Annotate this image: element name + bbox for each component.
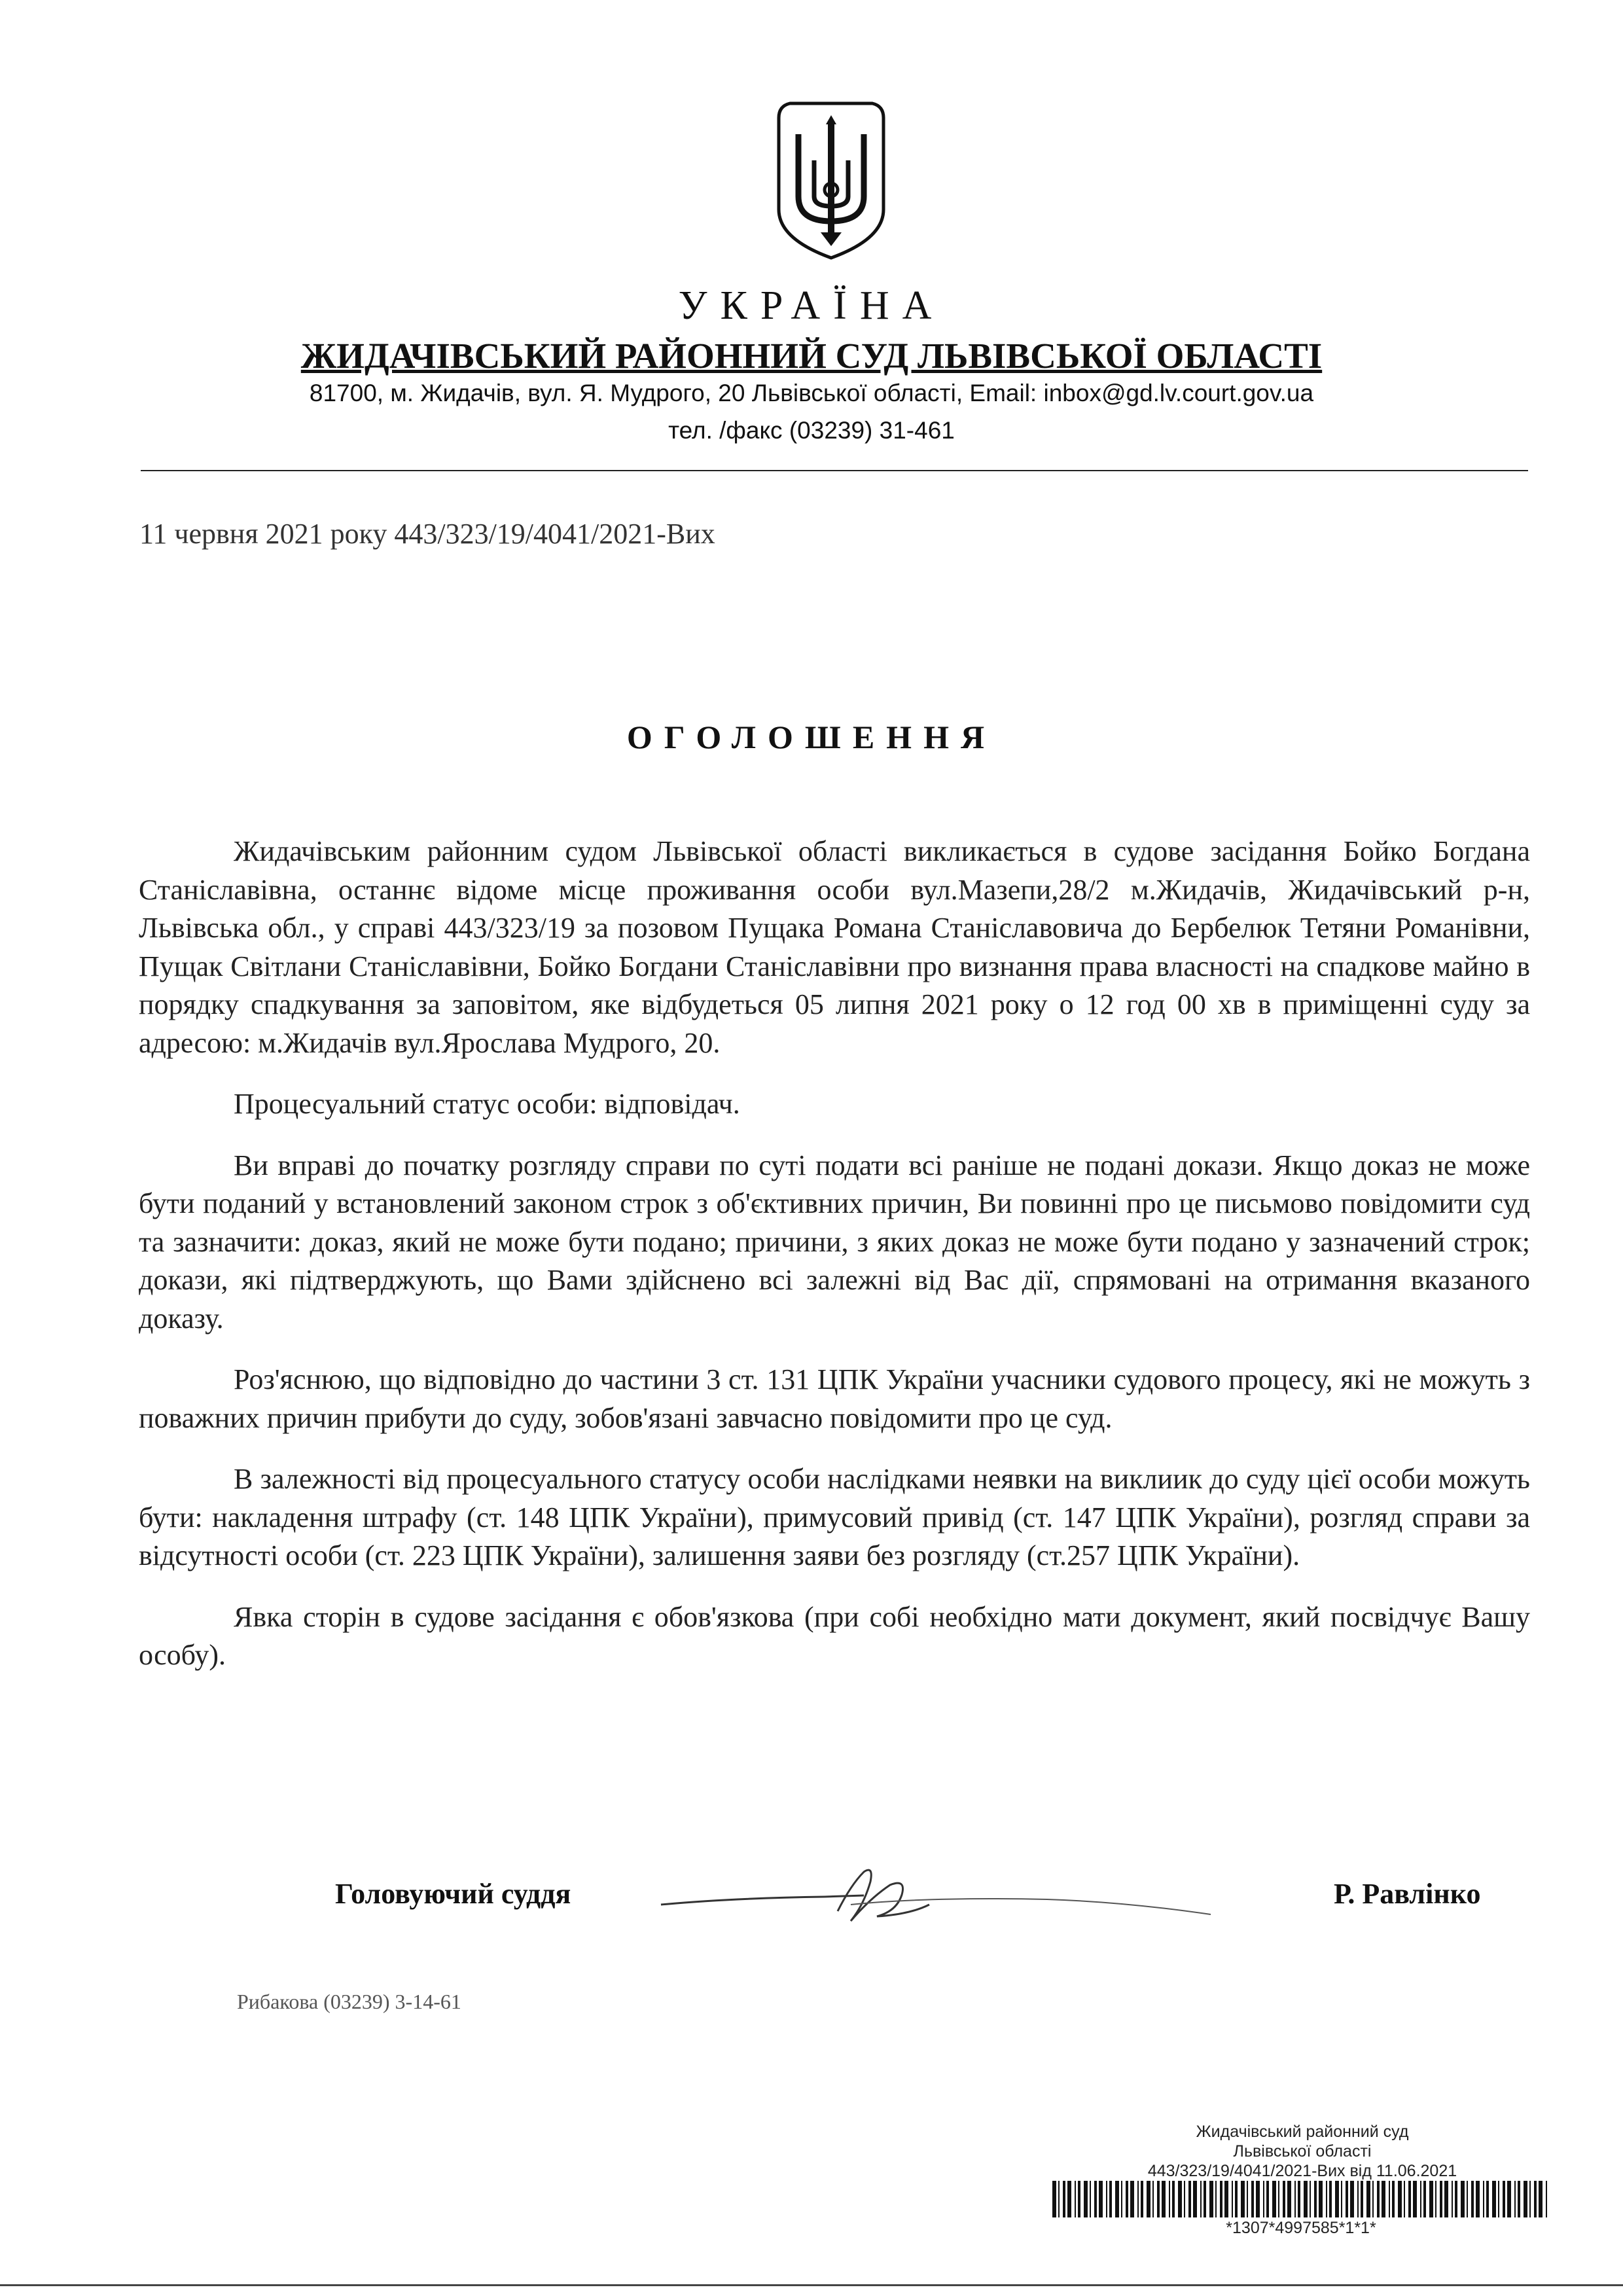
signer-position: Головуючий суддя — [335, 1878, 571, 1910]
barcode-bar — [1209, 2181, 1213, 2217]
barcode-bar — [1251, 2181, 1254, 2217]
barcode-bar — [1294, 2181, 1296, 2217]
barcode-bar — [1319, 2181, 1323, 2217]
paragraph: В залежності від процесуального статусу особи наслідками неявки на виклиик до суду цієї особи можуть бути: накладення штрафу (ст. 148 ЦПК України), примусовий привід (ст. 147 ЦПК України), розгляд справи за відсутності особи (ст. 223 ЦПК України), залишення заяви без розгляду (ст.257 ЦПК України). — [139, 1463, 1530, 1571]
barcode-bar — [1256, 2181, 1260, 2217]
handwritten-signature — [654, 1859, 1217, 1937]
barcode-bar — [1440, 2181, 1442, 2217]
barcode-bar — [1476, 2181, 1480, 2217]
barcode-bar — [1329, 2181, 1332, 2217]
barcode-bar — [1483, 2181, 1484, 2217]
barcode-bar — [1341, 2181, 1342, 2217]
barcode-bar — [1193, 2181, 1197, 2217]
barcode-bar — [1435, 2181, 1436, 2217]
barcode-bar — [1498, 2181, 1499, 2217]
court-phone: тел. /факс (03239) 31-461 — [668, 417, 955, 444]
barcode-bar — [1263, 2181, 1264, 2217]
paragraph: Жидачівським районним судом Львівської області викликається в судове засідання Бойко Богдана Станіславівна, останнє відоме місце проживання особи вул.Мазепи,28/2 м.Жидачів, Жидачівський р-н, Львівська обл., у справі 443/323/19 за позовом Пущака Романа Станіславовича до Бербелюк Тетяни Романівни, Пущак Світлани Станіславівни, Бойко Богдани Станіславівни про визнання права власності на спадкове майно в порядку спадкування за заповітом, яке відбудеться 05 липня 2021 року о 12 год 00 хв в приміщенні суду за адресою: м.Жидачів вул.Ярослава Мудрого, 20. — [139, 835, 1530, 1059]
barcode-bar — [1172, 2181, 1175, 2217]
barcode-number: *1307*4997585*1*1* — [1226, 2219, 1376, 2237]
stamp-line: Жидачівський районний суд — [1196, 2123, 1409, 2141]
barcode-bar — [1326, 2181, 1327, 2217]
barcode-bar — [1178, 2181, 1182, 2217]
barcode-bar — [1278, 2181, 1279, 2217]
barcode-bar — [1350, 2181, 1354, 2217]
barcode-bar — [1298, 2181, 1300, 2217]
barcode-bar — [1235, 2181, 1238, 2217]
barcode-bar — [1361, 2181, 1363, 2217]
barcode-bar — [1052, 2181, 1056, 2217]
barcode-bar — [1486, 2181, 1489, 2217]
court-address: 81700, м. Жидачів, вул. Я. Мудрого, 20 Львівської області, Email: inbox@gd.lv.court.gov.ua — [309, 380, 1314, 406]
document-body — [139, 833, 1530, 1698]
signer-name: Р. Равлінко — [1334, 1878, 1481, 1910]
barcode-bar — [1141, 2181, 1143, 2217]
stamp-line: Львівської області — [1233, 2142, 1372, 2161]
barcode — [1052, 2181, 1550, 2217]
barcode-bar — [1518, 2181, 1520, 2217]
barcode-bar — [1272, 2181, 1276, 2217]
barcode-bar — [1372, 2181, 1374, 2217]
barcode-bar — [1471, 2181, 1474, 2217]
country-heading: УКРАЇНА — [678, 283, 945, 328]
barcode-bar — [1106, 2181, 1107, 2217]
barcode-bar — [1204, 2181, 1206, 2217]
barcode-bar — [1152, 2181, 1154, 2217]
registration-stamp — [1106, 2122, 1499, 2181]
barcode-bar — [1452, 2181, 1453, 2217]
barcode-bar — [1215, 2181, 1217, 2217]
barcode-bar — [1546, 2181, 1547, 2217]
barcode-bar — [1389, 2181, 1390, 2217]
paragraph: Роз'яснюю, що відповідно до частини 3 ст. 131 ЦПК України учасники судового процесу, які не можуть з поважних причин прибути до суду, зобов'язані завчасно повідомити про це суд. — [139, 1363, 1530, 1434]
barcode-bar — [1287, 2181, 1291, 2217]
trident-coat-of-arms-icon — [774, 98, 889, 262]
barcode-bar — [1357, 2181, 1359, 2217]
barcode-bar — [1503, 2181, 1505, 2217]
barcode-bar — [1169, 2181, 1170, 2217]
paragraph: Явка сторін в судове засідання є обов'язкова (при собі необхідно мати документ, який посвідчує Вашу особу). — [139, 1600, 1530, 1671]
court-name: ЖИДАЧІВСЬКИЙ РАЙОННИЙ СУД ЛЬВІВСЬКОЇ ОБЛАСТІ — [300, 336, 1323, 376]
barcode-bar — [1461, 2181, 1465, 2217]
barcode-bar — [1524, 2181, 1527, 2217]
paragraph: Ви вправі до початку розгляду справи по суті подати всі раніше не подані докази. Якщо доказ не може бути поданий у встановлений законом строк з об'єктивних причин, Ви повинні про це письмово повідомити суд та зазначити: доказ, який не може бути подано; причини, з яких доказ не може бути подано у зазначений строк; докази, які підтверджують, що Вами здійснено всі залежні від Вас дії, спрямовані на отримання вказаного доказу. — [139, 1149, 1530, 1335]
outgoing-number: 11 червня 2021 року 443/323/19/4041/2021-Вих — [139, 518, 715, 550]
barcode-bar — [1058, 2181, 1060, 2217]
barcode-bar — [1382, 2181, 1385, 2217]
page-bottom-edge — [0, 2284, 1623, 2286]
barcode-bar — [1200, 2181, 1202, 2217]
barcode-bar — [1346, 2181, 1348, 2217]
barcode-bar — [1304, 2181, 1308, 2217]
barcode-bar — [1310, 2181, 1311, 2217]
barcode-bar — [1534, 2181, 1537, 2217]
barcode-bar — [1420, 2181, 1421, 2217]
barcode-bar — [1507, 2181, 1511, 2217]
barcode-bar — [1063, 2181, 1065, 2217]
barcode-bar — [1220, 2181, 1222, 2217]
barcode-bar — [1188, 2181, 1191, 2217]
barcode-bar — [1232, 2181, 1233, 2217]
barcode-bar — [1455, 2181, 1457, 2217]
barcode-bar — [1090, 2181, 1091, 2217]
barcode-bar — [1241, 2181, 1245, 2217]
barcode-bar — [1398, 2181, 1402, 2217]
paragraph: Процесуальний статус особи: відповідач. — [234, 1088, 740, 1120]
barcode-bar — [1224, 2181, 1228, 2217]
barcode-bar — [1423, 2181, 1426, 2217]
barcode-bar — [1099, 2181, 1103, 2217]
barcode-bar — [1130, 2181, 1134, 2217]
document-title: ОГОЛОШЕННЯ — [626, 719, 997, 755]
barcode-bar — [1109, 2181, 1112, 2217]
barcode-bar — [1377, 2181, 1380, 2217]
barcode-bar — [1283, 2181, 1285, 2217]
barcode-bar — [1444, 2181, 1448, 2217]
barcode-bar — [1467, 2181, 1468, 2217]
barcode-bar — [1115, 2181, 1119, 2217]
barcode-bar — [1404, 2181, 1405, 2217]
barcode-bar — [1413, 2181, 1417, 2217]
barcode-bar — [1078, 2181, 1080, 2217]
barcode-bar — [1266, 2181, 1269, 2217]
barcode-bar — [1335, 2181, 1339, 2217]
barcode-bar — [1137, 2181, 1139, 2217]
executor-contact: Рибакова (03239) 3-14-61 — [237, 1990, 461, 2013]
stamp-line: 443/323/19/4041/2021-Вих від 11.06.2021 — [1147, 2162, 1457, 2180]
barcode-bar — [1314, 2181, 1317, 2217]
barcode-bar — [1529, 2181, 1531, 2217]
barcode-bar — [1075, 2181, 1076, 2217]
barcode-bar — [1247, 2181, 1248, 2217]
barcode-bar — [1094, 2181, 1097, 2217]
barcode-bar — [1392, 2181, 1395, 2217]
barcode-bar — [1162, 2181, 1166, 2217]
barcode-bar — [1147, 2181, 1150, 2217]
barcode-bar — [1408, 2181, 1411, 2217]
barcode-bar — [1121, 2181, 1122, 2217]
barcode-bar — [1539, 2181, 1543, 2217]
barcode-bar — [1429, 2181, 1433, 2217]
header-divider — [141, 470, 1528, 471]
barcode-bar — [1126, 2181, 1128, 2217]
barcode-bar — [1084, 2181, 1088, 2217]
barcode-bar — [1514, 2181, 1516, 2217]
barcode-bar — [1184, 2181, 1185, 2217]
barcode-bar — [1157, 2181, 1160, 2217]
barcode-bar — [1067, 2181, 1071, 2217]
barcode-bar — [1492, 2181, 1496, 2217]
barcode-bar — [1366, 2181, 1370, 2217]
